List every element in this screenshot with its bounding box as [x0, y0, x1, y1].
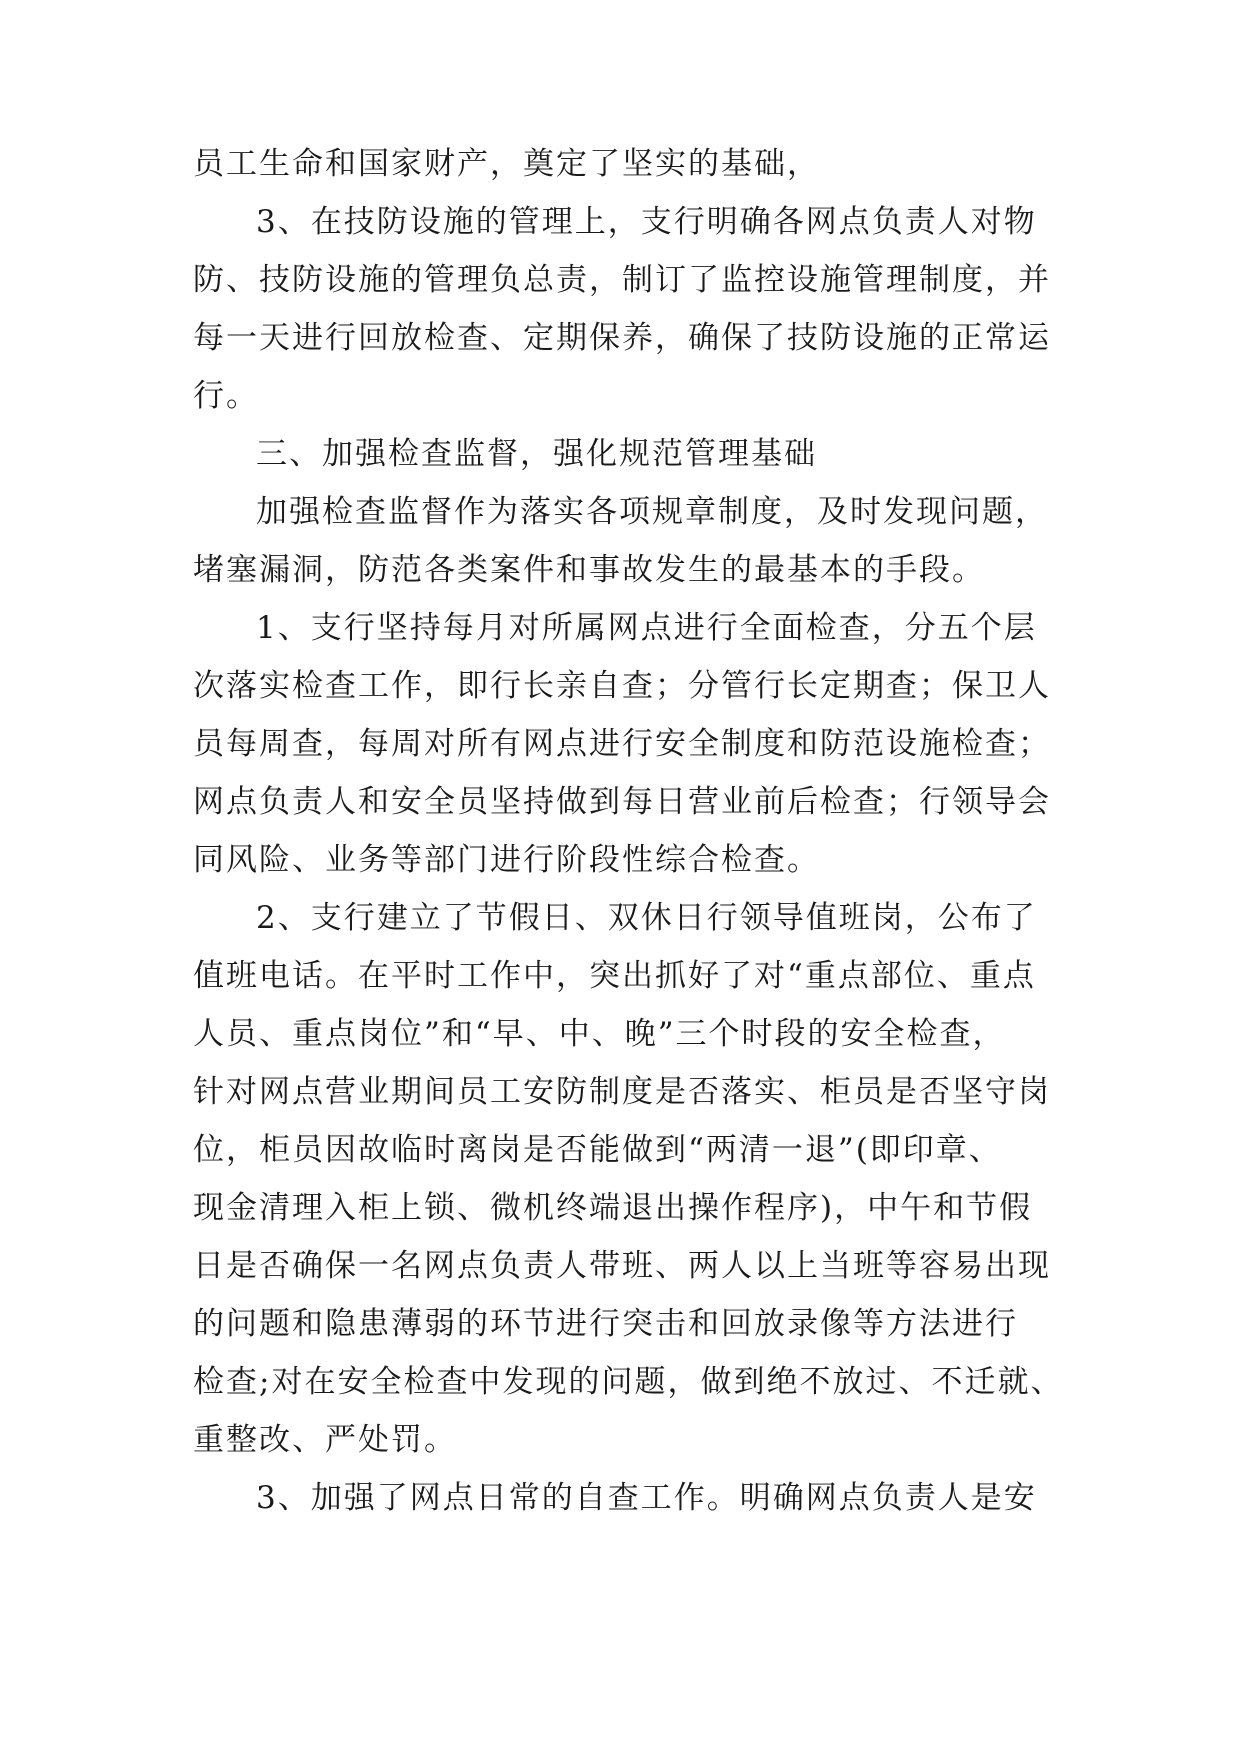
text-line: 次落实检查工作，即行长亲自查；分管行长定期查；保卫人 — [193, 668, 1051, 704]
text-line: 员每周查，每周对所有网点进行安全制度和防范设施检查； — [193, 726, 1051, 762]
text-line: 位，柜员因故临时离岗是否能做到“两清一退”(即印章、 — [193, 1132, 1002, 1168]
text-line: 堵塞漏洞，防范各类案件和事故发生的最基本的手段。 — [193, 552, 985, 588]
text-line: 每一天进行回放检查、定期保养，确保了技防设施的正常运 — [193, 320, 1051, 356]
text-line: 防、技防设施的管理负总责，制订了监控设施管理制度，并 — [193, 262, 1051, 298]
text-line: 的问题和隐患薄弱的环节进行突击和回放录像等方法进行 — [193, 1306, 1018, 1342]
text-line: 员工生命和国家财产，奠定了坚实的基础， — [193, 146, 820, 182]
text-line: 行。 — [193, 378, 259, 414]
text-line: 日是否确保一名网点负责人带班、两人以上当班等容易出现 — [193, 1248, 1051, 1284]
text-line: 网点负责人和安全员坚持做到每日营业前后检查；行领导会 — [193, 784, 1051, 820]
text-line: 人员、重点岗位”和“早、中、晚”三个时段的安全检查， — [193, 1016, 1006, 1052]
text-line: 现金清理入柜上锁、微机终端退出操作程序)，中午和节假 — [193, 1190, 1033, 1226]
text-line: 3、加强了网点日常的自查工作。明确网点负责人是安 — [256, 1480, 1037, 1516]
text-line: 值班电话。在平时工作中，突出抓好了对“重点部位、重点 — [193, 958, 1036, 994]
text-line: 重整改、严处罚。 — [193, 1422, 457, 1458]
text-line: 检查;对在安全检查中发现的问题，做到绝不放过、不迁就、 — [193, 1364, 1064, 1400]
text-line: 2、支行建立了节假日、双休日行领导值班岗，公布了 — [256, 900, 1037, 936]
text-line: 3、在技防设施的管理上，支行明确各网点负责人对物 — [256, 204, 1037, 240]
text-line: 1、支行坚持每月对所属网点进行全面检查，分五个层 — [256, 610, 1037, 646]
section-heading: 三、加强检查监督，强化规范管理基础 — [256, 436, 817, 472]
text-line: 加强检查监督作为落实各项规章制度，及时发现问题， — [256, 494, 1048, 530]
text-line: 针对网点营业期间员工安防制度是否落实、柜员是否坚守岗 — [193, 1074, 1051, 1110]
text-line: 同风险、业务等部门进行阶段性综合检查。 — [193, 842, 820, 878]
